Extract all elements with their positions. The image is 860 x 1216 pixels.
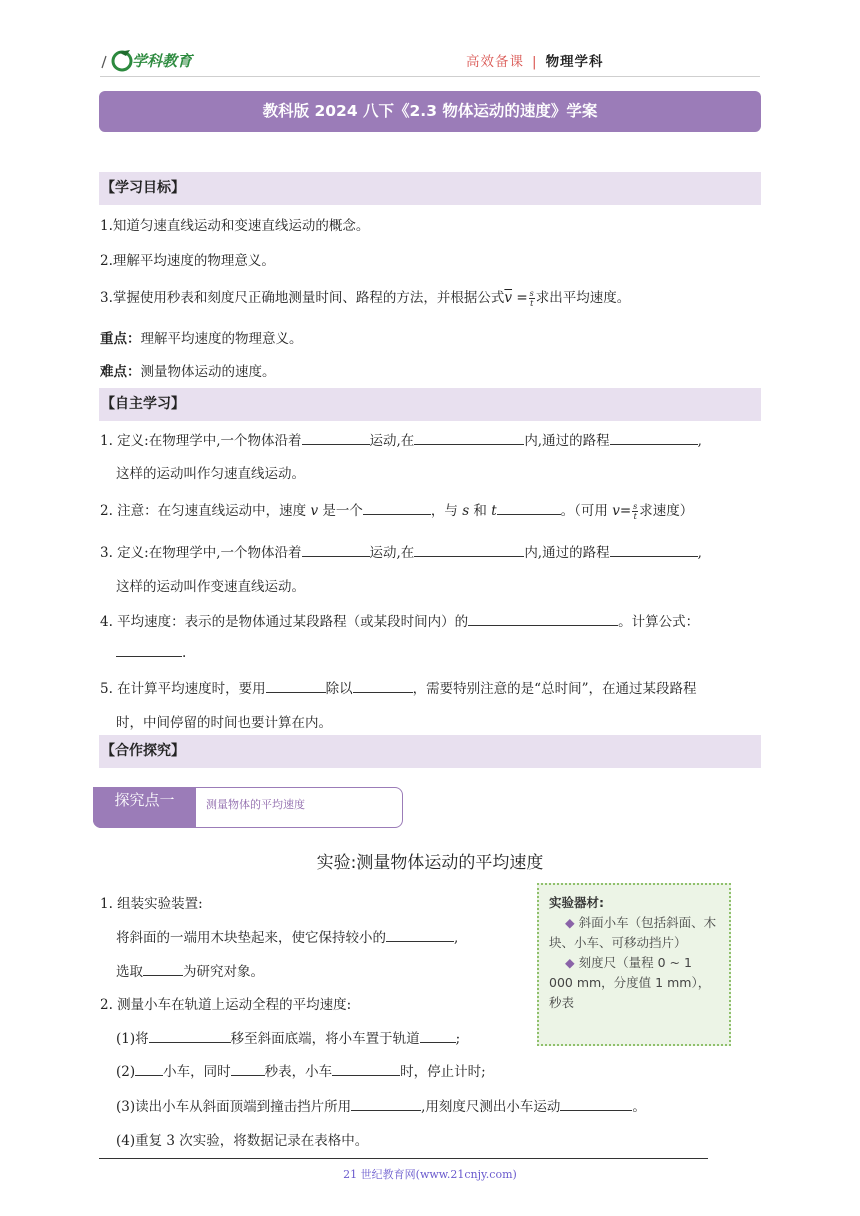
section-coop-heading: 【合作探究】 — [99, 735, 761, 768]
self-study-q3-cont: 这样的运动叫作变速直线运动。 — [116, 579, 305, 595]
v-bar-symbol: $\overline{v}$ — [504, 290, 513, 306]
page-title: 教科版 2024 八下《2.3 物体运动的速度》学案 — [99, 91, 761, 132]
experiment-step-1a: 将斜面的一端用木块垫起来，使它保持较小的 , — [116, 930, 459, 946]
section-self-study-heading: 【自主学习】 — [99, 388, 761, 421]
goal-item-3: 3.掌握使用秒表和刻度尺正确地测量时间、路程的方法，并根据公式$\overline{v}$ = $\frac{s}{t}$ 求出平均速度。 — [100, 289, 631, 308]
brand-logo — [100, 46, 230, 74]
section-goals-heading: 【学习目标】 — [99, 172, 761, 205]
self-study-q5: 5. 在计算平均速度时，要用 除以 ，需要特别注意的是“总时间”，在通过某段路程 — [100, 681, 697, 697]
experiment-step-1: 1. 组装实验装置: — [100, 896, 203, 912]
self-study-q1: 1. 定义:在物理学中,一个物体沿着 运动,在 内,通过的路程 , — [100, 433, 702, 449]
equipment-title: 实验器材: — [549, 895, 604, 910]
formula-fraction-2: $\frac{s}{t}$ — [633, 502, 638, 521]
self-study-q4-cont: . — [116, 643, 186, 661]
header-tag: 高效备课 | 物理学科 — [466, 54, 604, 70]
experiment-proc-2: (2) 小车，同时 秒表，小车 时，停止计时; — [116, 1064, 486, 1080]
equipment-item-2: ◆ 刻度尺（量程 0 ~ 1 000 mm，分度值 1 mm），秒表 — [549, 955, 711, 1010]
explore-point-label: 测量物体的平均速度 — [206, 798, 305, 811]
experiment-title: 实验:测量物体运动的平均速度 — [316, 853, 544, 873]
equipment-box — [537, 883, 731, 1046]
experiment-proc-4: (4)重复 3 次实验，将数据记录在表格中。 — [116, 1133, 369, 1149]
brand-tag: 高效备课 — [466, 54, 524, 70]
footer-divider — [99, 1158, 708, 1159]
self-study-q5-cont: 时，中间停留的时间也要计算在内。 — [116, 715, 332, 731]
self-study-q4: 4. 平均速度：表示的是物体通过某段路程（或某段时间内）的 。计算公式： — [100, 614, 700, 630]
self-study-q1-cont: 这样的运动叫作匀速直线运动。 — [116, 466, 305, 482]
formula-fraction: $\frac{s}{t}$ — [529, 289, 534, 308]
equipment-item-1: ◆ 斜面小车（包括斜面、木块、小车、可移动挡片） — [549, 915, 717, 950]
explore-point-tab: 探究点一 — [93, 787, 196, 828]
experiment-step-1b: 选取 为研究对象。 — [116, 964, 264, 980]
goal-item-2: 2.理解平均速度的物理意义。 — [100, 253, 275, 269]
footer-text: 21 世纪教育网(www.21cnjy.com) — [343, 1168, 517, 1181]
experiment-proc-3: (3)读出小车从斜面顶端到撞击挡片所用 ,用刻度尺测出小车运动 。 — [116, 1099, 646, 1115]
svg-text:学科教育: 学科教育 — [132, 52, 193, 70]
experiment-step-2: 2. 测量小车在轨道上运动全程的平均速度: — [100, 997, 352, 1013]
diamond-icon: ◆ — [565, 915, 575, 930]
self-study-q2: 2. 注意：在匀速直线运动中，速度 v 是一个 ，与 s 和 t 。（可用 v= $\frac{s}{t}$ 求速度） — [100, 502, 694, 521]
key-point: 重点：理解平均速度的物理意义。 — [100, 331, 303, 347]
experiment-proc-1: (1)将 移至斜面底端，将小车置于轨道 ; — [116, 1031, 461, 1047]
goal-item-1: 1.知道匀速直线运动和变速直线运动的概念。 — [100, 218, 370, 234]
difficult-point: 难点：测量物体运动的速度。 — [100, 364, 276, 380]
self-study-q3: 3. 定义:在物理学中,一个物体沿着 运动,在 内,通过的路程 , — [100, 545, 702, 561]
diamond-icon: ◆ — [565, 955, 575, 970]
header-divider — [100, 76, 760, 77]
subject-label: 物理学科 — [545, 54, 604, 70]
